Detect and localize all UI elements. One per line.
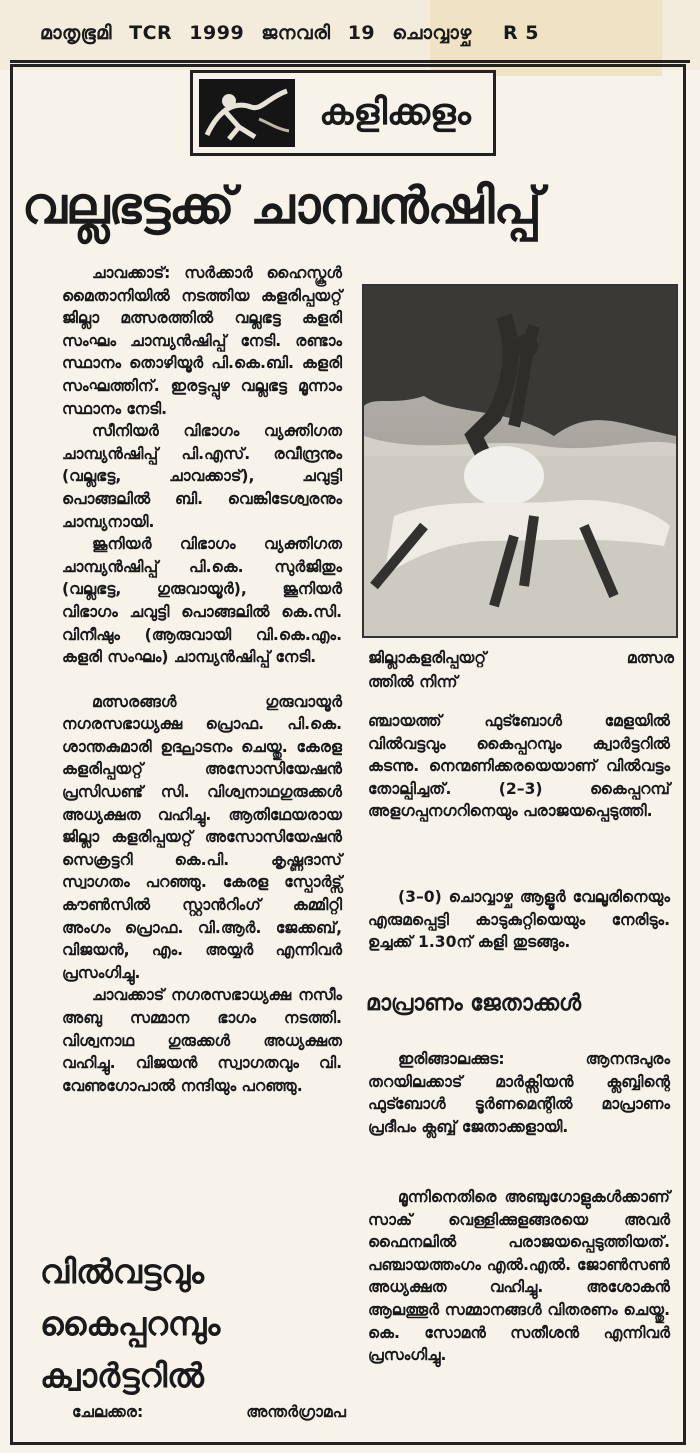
headline: വല്ലഭട്ടക്ക് ചാമ്പൻഷിപ്പ് (22, 177, 541, 236)
masthead-page-number: R 5 (502, 22, 539, 44)
column-logo-icon (199, 79, 295, 147)
article-2-paragraph: ഞ്ചായത്ത് ഫുട്ബോൾ മേളയിൽ വിൽവട്ടവും കൈപ്പറമ്പും ക്വാർട്ടറിൽ കടന്നു. നെന്മണിക്കരയെയാണ് വിൽവട്ടം തോല്പിച്ചത്. (2–3) കൈപ്പറമ്പ് അളഗപ്പനഗറിനെയും പരാജയപ്പെടുത്തി. (368, 712, 670, 821)
masthead-rule (10, 60, 690, 63)
article-1-paragraph: ചാവക്കാട്: സർക്കാർ ഹൈസ്കൂൾ മൈതാനിയിൽ നടത്തിയ കളരിപ്പയറ്റ് ജില്ലാ മത്സരത്തിൽ വല്ലഭട്ട കളരി സംഘം ചാമ്പ്യൻഷിപ്പ് നേടി. രണ്ടാം സ്ഥാനം തൊഴിയൂർ പി.കെ.ബി. കളരി സംഘത്തിന്. ഇരട്ടപ്പുഴ വല്ലഭട്ട മൂന്നാം സ്ഥാനം നേടി. (62, 264, 342, 418)
column-title: കളിക്കളം (319, 92, 471, 133)
column-logo-graphic (199, 79, 295, 147)
article-3-body-2 (368, 1186, 670, 1367)
article-3-body-1 (368, 1048, 670, 1138)
masthead-dateline (40, 22, 549, 44)
article-2-continued-2 (368, 886, 670, 954)
column-heading-box (190, 70, 496, 156)
masthead-edition: TCR (129, 22, 173, 44)
photo-caption (368, 646, 674, 694)
article-2-byline (72, 1400, 346, 1424)
article-3-paragraph: മൂന്നിനെതിരെ അഞ്ചുഗോളുകൾക്കാണ് സാക് വെള്ളിക്കുളങ്ങരയെ അവർ ഫൈനലിൽ പരാജയപ്പെടുത്തിയത്. പഞ്ചായത്തംഗം എൽ.എൽ. ജോൺസൺ അധ്യക്ഷത വഹിച്ചു. അശോകൻ ആലത്തൂർ സമ്മാനങ്ങൾ വിതരണം ചെയ്തു. കെ. സോമൻ സതീശൻ എന്നിവർ പ്രസംഗിച്ചു. (368, 1188, 670, 1365)
masthead (0, 0, 700, 70)
article-2-headline: വിൽവട്ടവും കൈപ്പറമ്പും ക്വാർട്ടറിൽ (40, 1252, 221, 1395)
masthead-month: ജനവരി (261, 22, 331, 44)
photo-caption-line-1: ജില്ലാകളരിപ്പയറ്റ് മത്സര (368, 649, 674, 667)
article-2-lead-fragment: അന്തർഗ്രാമപ (246, 1403, 346, 1421)
masthead-year: 1999 (189, 22, 245, 44)
masthead-day: 19 (347, 22, 376, 44)
article-1-body (62, 262, 342, 1097)
photo-caption-line-2: ത്തിൽ നിന്ന് (368, 673, 458, 691)
article-2-continued-1 (368, 710, 670, 823)
article-2-paragraph: (3–0) ചൊവ്വാഴ്ച ആളൂർ വേലൂരിനെയും എരുമപ്പെട്ടി കാടുകുറ്റിയെയും നേരിടും. ഉച്ചക്ക് 1.30ന് കളി തുടങ്ങും. (368, 888, 670, 952)
article-3-headline: മാപ്രാണം ജേതാക്കൾ (366, 991, 582, 1016)
article-1-paragraph: ജൂനിയർ വിഭാഗം വ്യക്തിഗത ചാമ്പ്യൻഷിപ്പ് പി.കെ. സുർജിതും (വല്ലഭട്ട, ഗുരുവായൂർ), ജൂനിയർ വിഭാഗം ചവുട്ടി പൊങ്ങലിൽ കെ.സി. വിനീഷും (ആരുവായി വി.കെ.എം. കളരി സംഘം) ചാമ്പ്യൻഷിപ്പ് നേടി. (62, 535, 342, 667)
article-1-paragraph: ചാവക്കാട് നഗരസഭാധ്യക്ഷ നസീം അബു സമ്മാന ഭാഗം നടത്തി. വിശ്വനാഥ ഗുരുക്കൾ അധ്യക്ഷത വഹിച്ചു. വിജയൻ സ്വാഗതവും വി. വേണുഗോപാൽ നന്ദിയും പറഞ്ഞു. (62, 986, 342, 1095)
masthead-paper-name: മാതൃഭൂമി (40, 22, 112, 44)
article-1-paragraph: സീനിയർ വിഭാഗം വ്യക്തിഗത ചാമ്പ്യൻഷിപ്പ് പി.എസ്. രവീന്ദ്രനും (വല്ലഭട്ട, ചാവക്കാട്), ചവുട്ടി പൊങ്ങലിൽ ബി. വെങ്കിടേശ്വരനും ചാമ്പ്യനായി. (62, 422, 342, 531)
kalaripayattu-photo (362, 284, 678, 638)
photo-graphic (364, 286, 676, 636)
masthead-weekday: ചൊവ്വാഴ്ച (392, 22, 472, 44)
article-3-paragraph: ഇരിങ്ങാലക്കുട: ആനന്ദപുരം തറയിലക്കാട് മാർക്സിയൻ ക്ലബ്ബിന്റെ ഫുട്ബോൾ ടൂർണമെന്റിൽ മാപ്രാണം പ്രദീപം ക്ലബ്ബ് ജേതാക്കളായി. (368, 1050, 670, 1136)
article-2-dateline-place: ചേലക്കര: (72, 1403, 144, 1421)
article-1-paragraph: മത്സരങ്ങൾ ഗുരുവായൂർ നഗരസഭാധ്യക്ഷ പ്രൊഫ. പി.കെ. ശാന്തകുമാരി ഉദ്ഘാടനം ചെയ്തു. കേരള കളരിപ്പയറ്റ് അസോസിയേഷൻ പ്രസിഡണ്ട് സി. വിശ്വനാഥഗുരുക്കൾ അധ്യക്ഷത വഹിച്ചു. ആതിഥേയരായ ജില്ലാ കളരിപ്പയറ്റ് അസോസിയേഷൻ സെക്രട്ടറി കെ.പി. കൃഷ്ണദാസ് സ്വാഗതം പറഞ്ഞു. കേരള സ്പോർട്സ് കൗൺസിൽ സ്റ്റാൻറിംഗ് കമ്മിറ്റി അംഗം പ്രൊഫ. വി.ആർ. ജേക്കബ്, വിജയൻ, എം. അയ്യർ എന്നിവർ പ്രസംഗിച്ചു. (62, 692, 342, 982)
